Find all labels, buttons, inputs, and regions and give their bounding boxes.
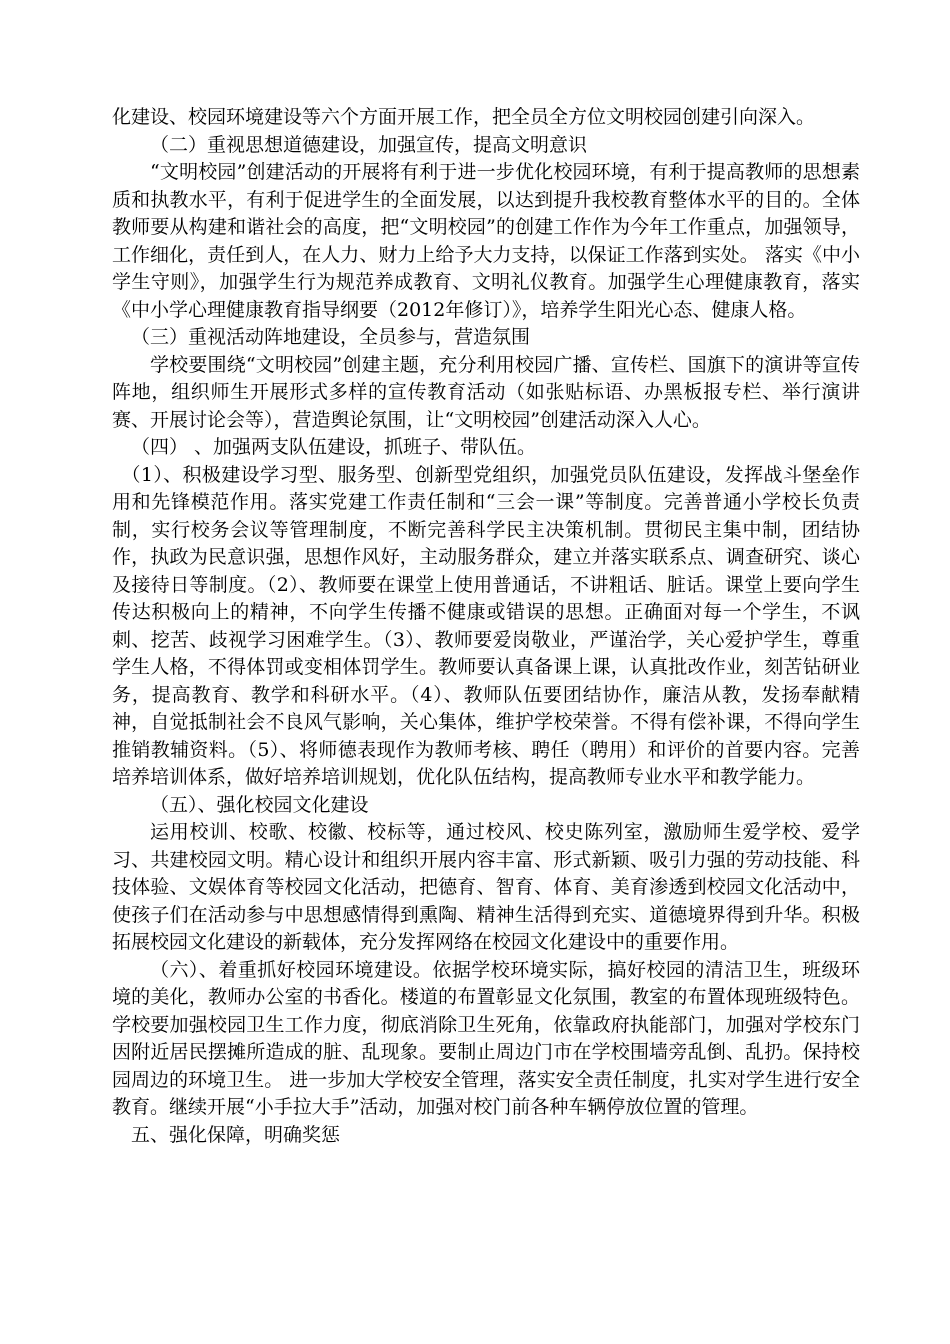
- paragraph-campus-culture: 运用校训、校歌、校徽、校标等，通过校风、校史陈列室，激励师生爱学校、爱学习、共建校园文明。精心设计和组织开展内容丰富、形式新颖、吸引力强的劳动技能、科技体验、文娱体育等校园文化活动，把德育、智育、体育、美育渗透到校园文化活动中，使孩子们在活动参与中思想感情得到熏陶、精神生活得到充实、道德境界得到升华。积极拓展校园文化建设的新载体，充分发挥网络在校园文化建设中的重要作用。: [112, 821, 860, 953]
- paragraph-activity-venue: 学校要围绕“文明校园”创建主题，充分利用校园广播、宣传栏、国旗下的演讲等宣传阵地，组织师生开展形式多样的宣传教育活动（如张贴标语、办黑板报专栏、举行演讲赛、开展讨论会等），营造舆论氛围，让“文明校园”创建活动深入人心。: [112, 353, 860, 431]
- paragraph-civilized-campus: “文明校园”创建活动的开展将有利于进一步优化校园环境，有利于提高教师的思想素质和执教水平，有利于促进学生的全面发展，以达到提升我校教育整体水平的目的。全体教师要从构建和谐社会的高度，把“文明校园”的创建工作作为今年工作重点，加强领导，工作细化，责任到人，在人力、财力上给予大力支持，以保证工作落到实处。 落实《中小学生守则》，加强学生行为规范养成教育、文明礼仪教育。加强学生心理健康教育，落实《中小学心理健康教育指导纲要（2012年修订）》，培养学生阳光心态、健康人格。: [112, 161, 860, 321]
- section-heading-3: （三）重视活动阵地建设，全员参与，营造氛围: [131, 326, 531, 348]
- document-page: [112, 104, 860, 1149]
- section-heading-5: （五）、强化校园文化建设: [150, 793, 369, 816]
- paragraph-continuation: 化建设、校园环境建设等六个方面开展工作，把全员全方位文明校园创建引向深入。: [112, 106, 816, 128]
- section-heading-2: （二）重视思想道德建设，加强宣传，提高文明意识: [150, 133, 588, 156]
- section-heading-4: （四） 、加强两支队伍建设，抓班子、带队伍。: [131, 436, 537, 458]
- chapter-heading-five: 五、强化保障，明确奖惩: [131, 1123, 341, 1146]
- paragraph-team-building: （1）、积极建设学习型、服务型、创新型党组织，加强党员队伍建设，发挥战斗堡垒作用和先锋模范作用。落实党建工作责任制和“三会一课”等制度。完善普通小学校长负责制，实行校务会议等管理制度，不断完善科学民主决策机制。贯彻民主集中制，团结协作，执政为民意识强，思想作风好，主动服务群众，建立并落实联系点、调查研究、谈心及接待日等制度。（2）、教师要在课堂上使用普通话，不讲粗话、脏话。课堂上要向学生传达积极向上的精神，不向学生传播不健康或错误的思想。正确面对每一个学生，不讽刺、挖苦、歧视学习困难学生。（3）、教师要爱岗敬业，严谨治学，关心爱护学生，尊重学生人格，不得体罚或变相体罚学生。教师要认真备课上课，认真批改作业，刻苦钻研业务，提高教育、教学和科研水平。（4）、教师队伍要团结协作，廉洁从教，发扬奉献精神，自觉抵制社会不良风气影响，关心集体，维护学校荣誉。不得有偿补课，不得向学生推销教辅资料。（5）、将师德表现作为教师考核、聘任（聘用）和评价的首要内容。完善培养培训体系，做好培养培训规划，优化队伍结构，提高教师专业水平和教学能力。: [112, 463, 860, 788]
- paragraph-campus-environment: （六）、着重抓好校园环境建设。依据学校环境实际，搞好校园的清洁卫生，班级环境的美化，教师办公室的书香化。楼道的布置彰显文化氛围，教室的布置体现班级特色。学校要加强校园卫生工作力度，彻底消除卫生死角，依靠政府执能部门，加强对学校东门因附近居民摆摊所造成的脏、乱现象。要制止周边门市在学校围墙旁乱倒、乱扔。保持校园周边的环境卫生。 进一步加大学校安全管理，落实安全责任制度，扎实对学生进行安全教育。继续开展“小手拉大手”活动，加强对校门前各种车辆停放位置的管理。: [112, 958, 860, 1118]
